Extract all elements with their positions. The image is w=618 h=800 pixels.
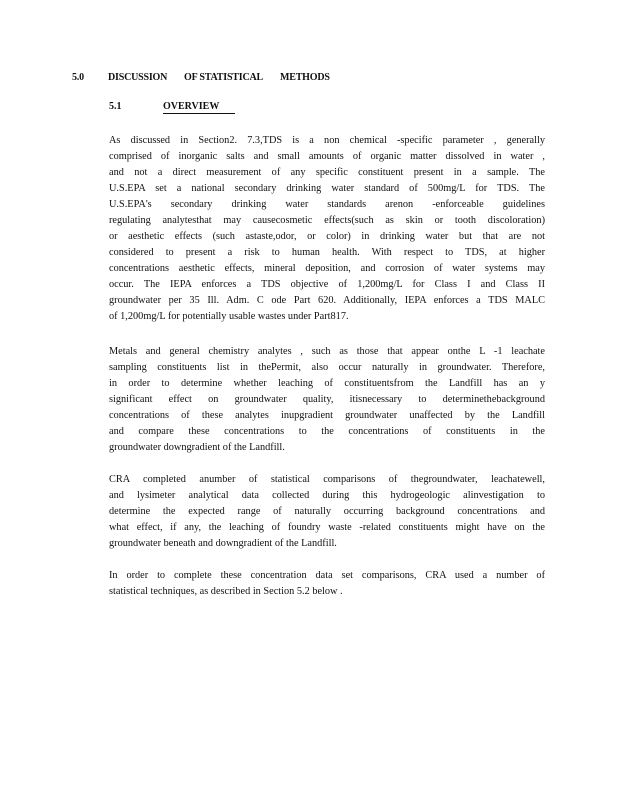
- text-line: comprised of inorganic salts and small amounts of organic matter dissolved in water ,: [109, 151, 545, 162]
- text-line: determine the expected range of naturally occurring background concentrations and: [109, 506, 545, 517]
- subsection-number: 5.1: [109, 101, 122, 112]
- paragraph-techniques: [109, 568, 545, 600]
- text-line: In order to complete these concentration data set comparisons, CRA used a number of: [109, 570, 545, 581]
- section-heading: [72, 72, 330, 83]
- text-line: groundwater per 35 Ill. Adm. C ode Part 620. Additionally, IEPA enforces a TDS MALC: [109, 295, 545, 306]
- subsection-title: OVERVIEW: [163, 101, 235, 114]
- text-line: statistical techniques, as described in Section 5.2 below .: [109, 586, 343, 597]
- text-line: considered to present a risk to human health. With respect to TDS, at higher: [109, 247, 545, 258]
- text-line: concentrations aesthetic effects, mineral deposition, and corrosion of water systems may: [109, 263, 545, 274]
- text-line: and compare these concentrations to the concentrations of constituents in the: [109, 426, 545, 437]
- paragraph-metals: [109, 344, 545, 456]
- text-line: groundwater downgradient of the Landfill.: [109, 442, 285, 453]
- paragraph-cra-comparisons: [109, 472, 545, 552]
- text-line: U.S.EPA's secondary drinking water standards arenon -enforceable guidelines: [109, 199, 545, 210]
- section-title-word: DISCUSSION: [108, 72, 168, 83]
- text-line: regulating analytesthat may causecosmetic effects(such as skin or tooth discoloration): [109, 215, 545, 226]
- section-title-word: OF STATISTICAL: [184, 72, 263, 83]
- text-line: Metals and general chemistry analytes , such as those that appear onthe L -1 leachate: [109, 346, 545, 357]
- section-title-word: METHODS: [280, 72, 330, 83]
- text-line: of 1,200mg/L for potentially usable wastes under Part817.: [109, 311, 349, 322]
- text-line: what effect, if any, the leaching of foundry waste -related constituents might have on the: [109, 522, 545, 533]
- text-line: and lysimeter analytical data collected during this hydrogeologic alinvestigation to: [109, 490, 545, 501]
- text-line: As discussed in Section2. 7.3,TDS is a non chemical -specific parameter , generally: [109, 135, 545, 146]
- subsection-heading: [109, 101, 235, 114]
- section-number: 5.0: [72, 72, 84, 83]
- paragraph-tds: [109, 133, 545, 325]
- text-line: and not a direct measurement of any specific constituent present in a sample. The: [109, 167, 545, 178]
- text-line: occur. The IEPA enforces a TDS objective of 1,200mg/L for Class I and Class II: [109, 279, 545, 290]
- text-line: groundwater beneath and downgradient of the Landfill.: [109, 538, 337, 549]
- text-line: sampling constituents list in thePermit, also occur naturally in groundwater. Therefore,: [109, 362, 545, 373]
- text-line: concentrations of these analytes inupgradient groundwater unaffected by the Landfill: [109, 410, 545, 421]
- text-line: significant effect on groundwater quality, itisnecessary to determinethebackground: [109, 394, 545, 405]
- text-line: U.S.EPA set a national secondary drinking water standard of 500mg/L for TDS. The: [109, 183, 545, 194]
- text-line: CRA completed anumber of statistical comparisons of thegroundwater, leachatewell,: [109, 474, 545, 485]
- text-line: or aesthetic effects (such astaste,odor, or color) in drinking water but that are not: [109, 231, 545, 242]
- text-line: in order to determine whether leaching of constituentsfrom the Landfill has an y: [109, 378, 545, 389]
